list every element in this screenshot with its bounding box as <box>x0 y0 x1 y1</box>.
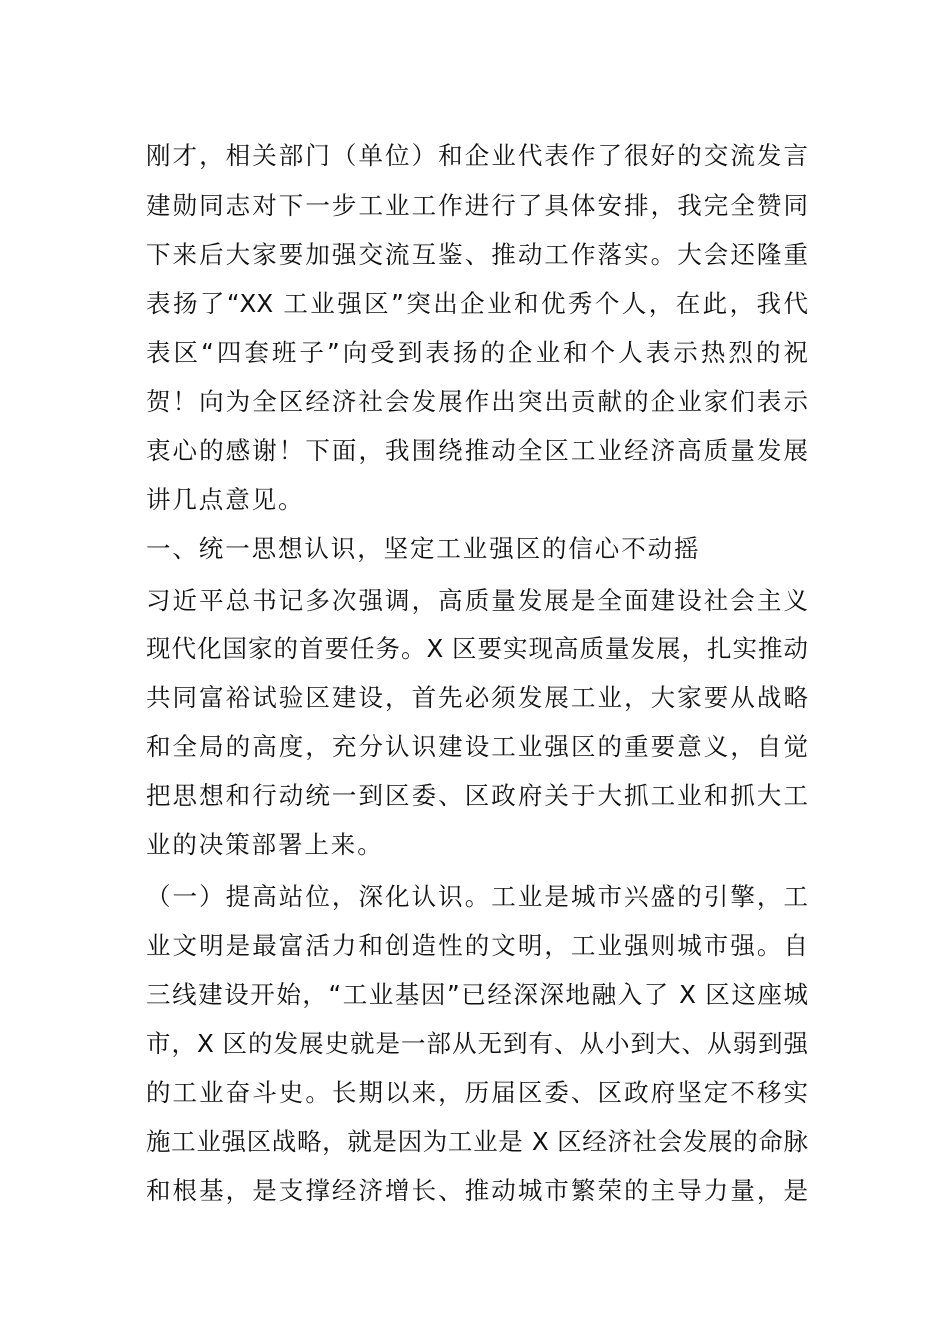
text-line: 和全局的高度，充分认识建设工业强区的重要意义，自觉 <box>146 732 808 761</box>
text-line: 贺！向为全区经济社会发展作出突出贡献的企业家们表示 <box>146 387 808 416</box>
text-line: 市，X 区的发展史就是一部从无到有、从小到大、从弱到强 <box>146 1029 808 1058</box>
text-line: 和根基，是支撑经济增长、推动城市繁荣的主导力量，是 <box>146 1176 808 1205</box>
text-line: 表扬了“XX 工业强区”突出企业和优秀个人，在此，我代 <box>146 289 808 318</box>
text-line: 习近平总书记多次强调，高质量发展是全面建设社会主义 <box>146 586 808 615</box>
text-line: 业的决策部署上来。 <box>146 830 384 859</box>
text-line: 表区“四套班子”向受到表扬的企业和个人表示热烈的祝 <box>146 338 808 367</box>
text-line: 刚才，相关部门（单位）和企业代表作了很好的交流发言 <box>146 141 808 170</box>
text-line: 共同富裕试验区建设，首先必须发展工业，大家要从战略 <box>146 683 808 712</box>
text-line: 业文明是最富活力和创造性的文明，工业强则城市强。自 <box>146 931 808 960</box>
text-line: 衷心的感谢！下面，我围绕推动全区工业经济高质量发展 <box>146 436 808 465</box>
text-line: 把思想和行动统一到区委、区政府关于大抓工业和抓大工 <box>146 781 808 810</box>
text-line: 的工业奋斗史。长期以来，历届区委、区政府坚定不移实 <box>146 1078 808 1107</box>
text-line: 施工业强区战略，就是因为工业是 X 区经济社会发展的命脉 <box>146 1127 808 1156</box>
text-line: （一）提高站位，深化认识。工业是城市兴盛的引擎，工 <box>146 882 808 911</box>
text-line: 下来后大家要加强交流互鉴、推动工作落实。大会还隆重 <box>146 240 808 269</box>
text-line: 现代化国家的首要任务。X 区要实现高质量发展，扎实推动 <box>146 634 808 663</box>
section-heading: 一、统一思想认识，坚定工业强区的信心不动摇 <box>146 534 701 563</box>
text-line: 三线建设开始，“工业基因”已经深深地融入了 X 区这座城 <box>146 980 808 1009</box>
text-line: 讲几点意见。 <box>146 485 305 514</box>
text-line: 建勋同志对下一步工业工作进行了具体安排，我完全赞同 <box>146 191 808 220</box>
